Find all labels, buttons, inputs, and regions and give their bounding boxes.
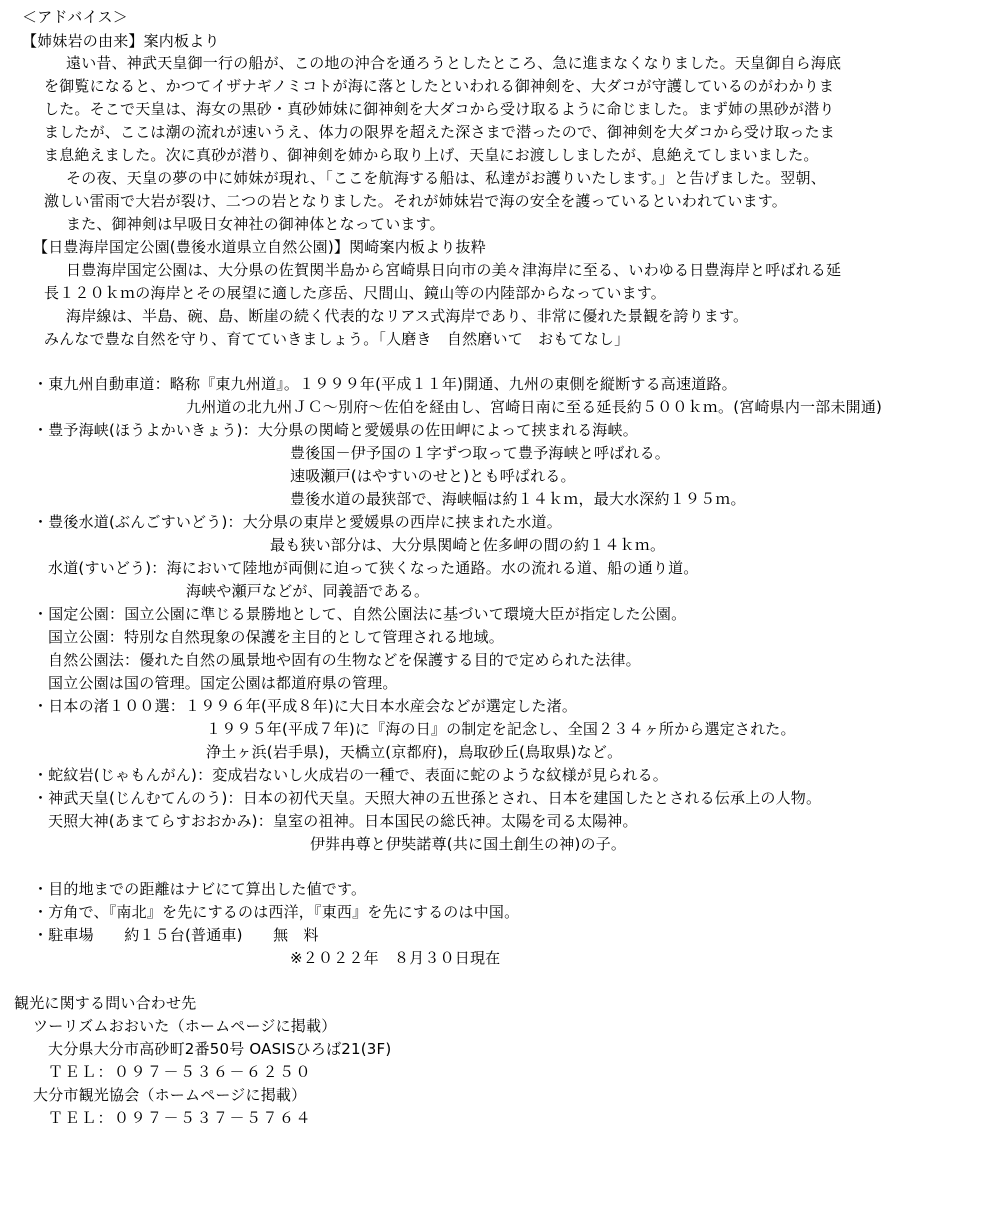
section-heading-sister-rocks: 【姉妹岩の由来】案内板より — [22, 32, 220, 50]
contact-oita-city-tourism: 大分市観光協会（ホームページに掲載） — [33, 1086, 307, 1104]
note-directions: ・方角で、『南北』を先にするのは西洋，『東西』を先にするのは中国。 — [33, 903, 520, 921]
note-quasi-national-park: ・国定公園：国立公園に準じる景勝地として、自然公園法に基づいて環境大臣が指定した公園。 — [33, 605, 687, 623]
paragraph-line: 日豊海岸国定公園は、大分県の佐賀関半島から宮崎県日向市の美々津海岸に至る、いわゆる日豊海岸と呼ばれる延 — [66, 261, 842, 279]
note-line: 伊弉冉尊と伊奘諾尊(共に国土創生の神)の子。 — [310, 835, 627, 853]
contact-heading: 観光に関する問い合わせ先 — [14, 994, 197, 1012]
note-line: 最も狭い部分は、大分県関崎と佐多岬の間の約１４ｋｍ。 — [270, 536, 666, 554]
paragraph-line: その夜、天皇の夢の中に姉妹が現れ、「ここを航海する船は、私達がお護りいたします。」と告げました。翌朝、 — [66, 169, 826, 187]
note-higashi-kyushu-expressway: ・東九州自動車道：略称『東九州道』。１９９９年(平成１１年)開通、九州の東側を縦断する高速道路。 — [33, 375, 737, 393]
date-note: ※２０２２年 ８月３０日現在 — [290, 949, 501, 967]
paragraph-line: 長１２０ｋｍの海岸とその展望に適した彦岳、尺間山、鏡山等の内陸部からなっています。 — [44, 284, 667, 302]
contact-address: 大分県大分市高砂町2番50号 OASISひろば21(3F) — [48, 1040, 392, 1058]
note-japan-beaches-100: ・日本の渚１００選：１９９６年(平成８年)に大日本水産会などが選定した渚。 — [33, 697, 578, 715]
contact-phone-oita-city-tourism: ＴＥＬ：０９７－５３７－５７６４ — [48, 1109, 313, 1127]
paragraph-line: また、御神剣は早吸日女神社の御神体となっています。 — [66, 215, 445, 233]
paragraph-line: みんなで豊な自然を守り、育てていきましょう。「人磨き 自然磨いて おもてなし」 — [44, 330, 630, 348]
paragraph-line: した。そこで天皇は、海女の黒砂・真砂姉妹に御神剣を大ダコから受け取るように命じました。まず姉の黒砂が潜り — [44, 100, 835, 118]
paragraph-line: 遠い昔、神武天皇御一行の船が、この地の沖合を通ろうとしたところ、急に進まなくなりました。天皇御自ら海底 — [66, 54, 842, 72]
note-line: 国立公園は国の管理。国定公園は都道府県の管理。 — [48, 674, 398, 692]
note-serpentinite: ・蛇紋岩(じゃもんがん)：変成岩ないし火成岩の一種で、表面に蛇のような紋様が見られる。 — [33, 766, 669, 784]
note-line: 九州道の北九州ＪＣ～別府～佐伯を経由し、宮崎日南に至る延長約５００ｋｍ。(宮崎県内一部未開通) — [186, 398, 883, 416]
paragraph-line: 激しい雷雨で大岩が裂け、二つの岩となりました。それが姉妹岩で海の安全を護っているといわれています。 — [44, 192, 788, 210]
note-hoyo-strait: ・豊予海峡(ほうよかいきょう)：大分県の関崎と愛媛県の佐田岬によって挟まれる海峡。 — [33, 421, 638, 439]
paragraph-line: を御覧になると、かつてイザナギノミコトが海に落としたといわれる御神剣を、大ダコが守護しているのがわかりま — [44, 77, 835, 95]
note-line: 豊後国－伊予国の１字ずつ取って豊予海峡と呼ばれる。 — [290, 444, 671, 462]
paragraph-line: 海岸線は、半島、碗、島、断崖の続く代表的なリアス式海岸であり、非常に優れた景観を誇ります。 — [66, 307, 749, 325]
note-bungo-channel: ・豊後水道(ぶんごすいどう)：大分県の東岸と愛媛県の西岸に挟まれた水道。 — [33, 513, 562, 531]
note-distance: ・目的地までの距離はナビにて算出した値です。 — [33, 880, 367, 898]
note-national-park: 国立公園：特別な自然現象の保護を主目的として管理される地域。 — [48, 628, 505, 646]
advice-heading: ＜アドバイス＞ — [22, 8, 128, 26]
note-line: 豊後水道の最狭部で、海峡幅は約１４ｋｍ，最大水深約１９５ｍ。 — [290, 490, 746, 508]
contact-phone-tourism-oita: ＴＥＬ：０９７－５３６－６２５０ — [48, 1063, 313, 1081]
note-line: 速吸瀬戸(はやすいのせと)とも呼ばれる。 — [290, 467, 576, 485]
paragraph-line: ま息絶えました。次に真砂が潜り、御神剣を姉から取り上げ、天皇にお渡ししましたが、息絶えてしまいました。 — [44, 146, 819, 164]
note-line: １９９５年(平成７年)に『海の日』の制定を記念し、全国２３４ヶ所から選定された。 — [206, 720, 796, 738]
note-suido: 水道(すいどう)：海において陸地が両側に迫って狭くなった通路。水の流れる道、船の通り道。 — [48, 559, 699, 577]
note-line: 海峡や瀬戸などが、同義語である。 — [186, 582, 430, 600]
note-emperor-jimmu: ・神武天皇(じんむてんのう)：日本の初代天皇。天照大神の五世孫とされ、日本を建国したとされる伝承上の人物。 — [33, 789, 822, 807]
note-natural-parks-act: 自然公園法：優れた自然の風景地や固有の生物などを保護する目的で定められた法律。 — [48, 651, 641, 669]
note-line: 浄土ヶ浜(岩手県)，天橋立(京都府)，鳥取砂丘(鳥取県)など。 — [206, 743, 623, 761]
note-parking: ・駐車場 約１５台(普通車) 無 料 — [33, 926, 319, 944]
contact-tourism-oita: ツーリズムおおいた（ホームページに掲載） — [33, 1017, 337, 1035]
section-heading-nippo-coast: 【日豊海岸国定公園(豊後水道県立自然公園)】関崎案内板より抜粋 — [33, 238, 486, 256]
paragraph-line: ましたが、ここは潮の流れが速いうえ、体力の限界を超えた深さまで潜ったので、御神剣を大ダコから受け取ったま — [44, 123, 836, 141]
note-amaterasu: 天照大神(あまてらすおおかみ)：皇室の祖神。日本国民の総氏神。太陽を司る太陽神。 — [48, 812, 638, 830]
